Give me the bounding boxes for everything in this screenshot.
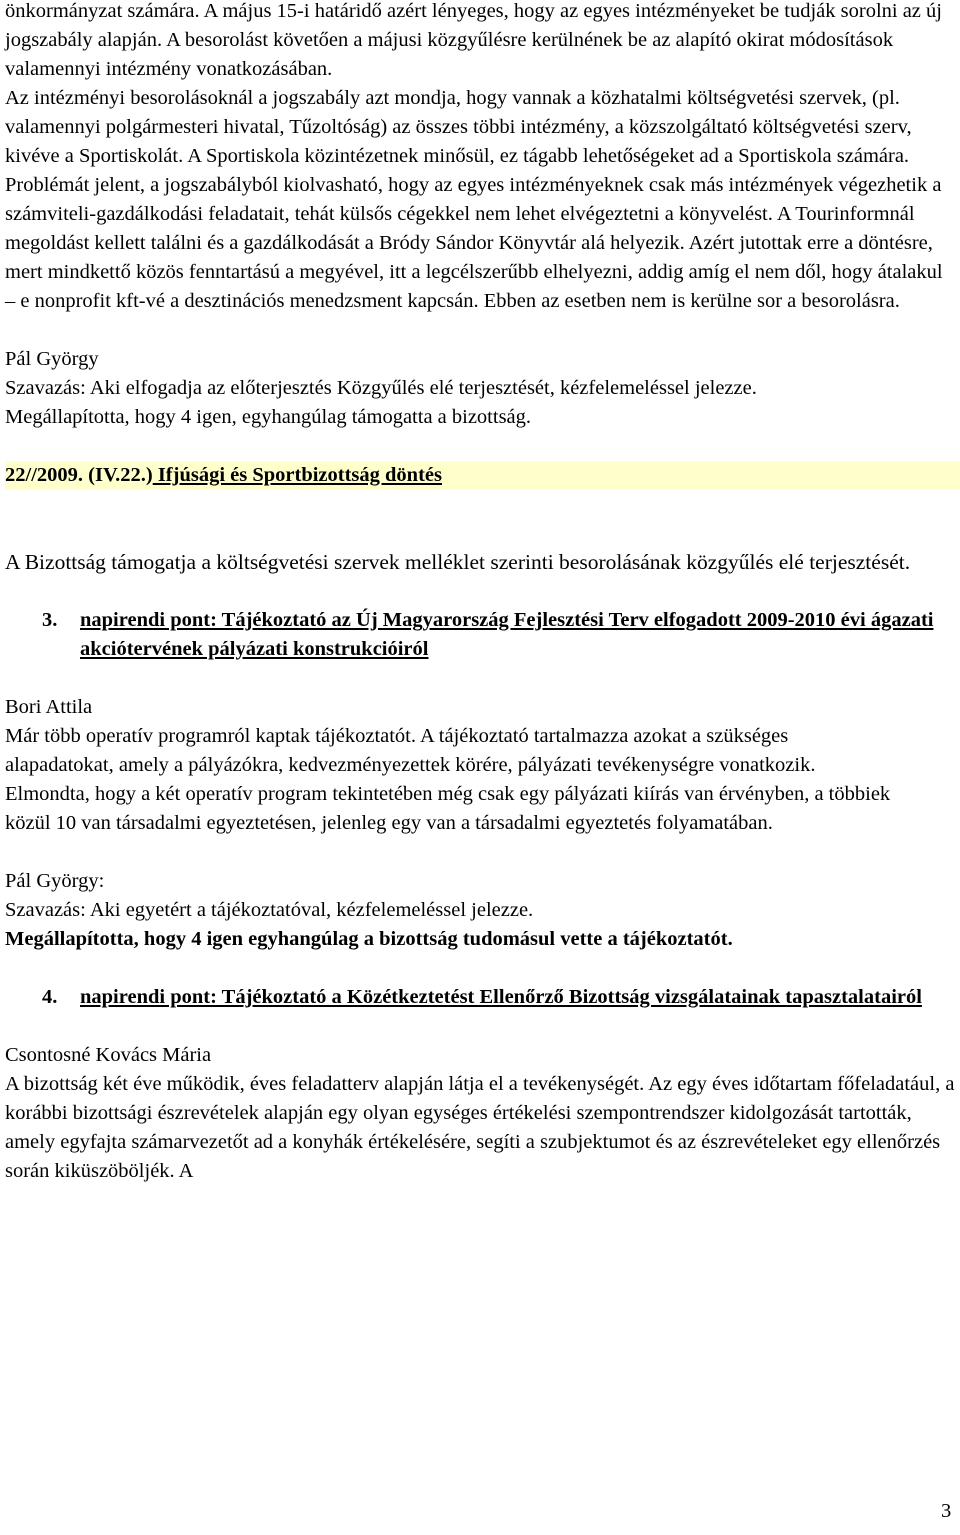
speaker-name: Bori Attila (5, 696, 93, 718)
agenda-item-4 (5, 983, 960, 1012)
decision-text: A Bizottság támogatja a költségvetési szervek melléklet szerinti besorolásának közgyűlés elé terjesztését. (5, 550, 911, 574)
decision-number: 22//2009. (IV.22.) (5, 464, 153, 486)
decision-title: Ifjúsági és Sportbizottság döntés (152, 464, 442, 486)
vote-result: Megállapította, hogy 4 igen, egyhangúlag támogatta a bizottság. (5, 406, 532, 428)
agenda-number: 4. (42, 986, 58, 1008)
speaker-name: Csontosné Kovács Mária (5, 1044, 212, 1066)
paragraph-briefing: Már több operatív programról kaptak tájékoztatót. A tájékoztató tartalmazza azokat a szükséges alapadatokat, amely a pályázókra, kedvezményezettek körére, pályázati tevékenységre vonatkozik. (5, 725, 816, 776)
speaker-name: Pál György: (5, 870, 105, 892)
vote-call: Szavazás: Aki egyetért a tájékoztatóval, kézfelemeléssel jelezze. (5, 899, 534, 921)
paragraph-programs: Elmondta, hogy a két operatív program tekintetében még csak egy pályázati kiírás van érvényben, a többiek közül 10 van társadalmi egyeztetésen, jelenleg egy van a társadalmi egyeztetés folyamatában. (5, 783, 891, 834)
agenda-title: napirendi pont: Tájékoztató a Közétkeztetést Ellenőrző Bizottság vizsgálatainak tapasztalatairól (80, 986, 922, 1008)
vote-result: Megállapította, hogy 4 igen egyhangúlag a bizottság tudomásul vette a tájékoztatót. (5, 928, 733, 950)
document-page (5, 0, 955, 1186)
page-number: 3 (941, 1500, 952, 1522)
speaker-name: Pál György (5, 348, 99, 370)
paragraph-problem: Problémát jelent, a jogszabályból kiolvasható, hogy az egyes intézményeknek csak más intézmények végezhetik a számviteli-gazdálkodási feladatait, tehát külsős cégekkel nem lehet elvégeztetni a könyvelést. A Tourinformnál megoldást kellett találni és a gazdálkodását a Bródy Sándor Könyvtár alá helyezik. Azért jutottak erre a döntésre, mert mindkettő közös fenntartású a megyével, itt a legcélszerűbb elhelyezni, addig amíg el nem dől, hogy átalakul – e nonprofit kft-vé a desztinációs menedzsment kapcsán. Ebben az esetben nem is kerülne sor a besorolásra. (5, 174, 943, 312)
paragraph-classification: Az intézményi besorolásoknál a jogszabály azt mondja, hogy vannak a közhatalmi költségvetési szervek, (pl. valamennyi polgármesteri hivatal, Tűzoltóság) az összes többi intézmény, a közszolgáltató költségvetési szerv, kivéve a Sportiskolát. A Sportiskola közintézetnek minősül, ez tágabb lehetőségeket ad a Sportiskola számára. (5, 87, 912, 167)
paragraph-intro: önkormányzat számára. A május 15-i határidő azért lényeges, hogy az egyes intézményeket be tudják sorolni az új jogszabály alapján. A besorolást követően a májusi közgyűlésre kerülnének be az alapító okirat módosítások valamennyi intézmény vonatkozásában. (5, 0, 942, 80)
agenda-number: 3. (42, 609, 58, 631)
agenda-title: napirendi pont: Tájékoztató az Új Magyarország Fejlesztési Terv elfogadott 2009-2010 évi ágazati akciótervének pályázati konstrukcióiról (80, 609, 934, 660)
decision-heading (5, 461, 960, 490)
paragraph-committee: A bizottság két éve működik, éves feladatterv alapján látja el a tevékenységét. Az egy éves időtartam főfeladatául, a korábbi bizottsági észrevételek alapján egy olyan egységes értékelési szempontrendszer kidolgozását tartották, amely egyfajta számarvezetőt ad a konyhák értékelésére, segíti a szubjektumot és az észrevételeket egy ellenőrzés során kiküszöböljék. A (5, 1073, 955, 1182)
vote-call: Szavazás: Aki elfogadja az előterjesztés Közgyűlés elé terjesztését, kézfelemeléssel jelezze. (5, 377, 757, 399)
agenda-item-3 (5, 606, 950, 664)
